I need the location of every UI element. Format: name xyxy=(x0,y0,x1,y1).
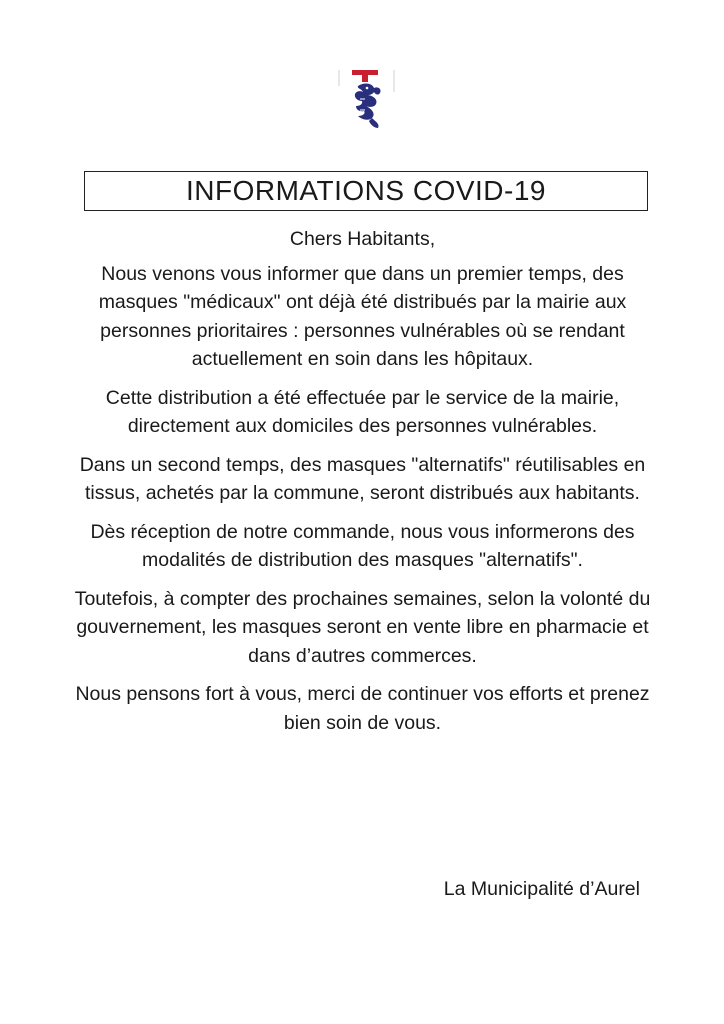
paragraph-distribution-service: Cette distribution a été effectuée par le service de la mairie, directement aux domiciles des personnes vulnérables. xyxy=(105,386,620,437)
signature: La Municipalité d’Aurel xyxy=(443,878,640,900)
title-box xyxy=(84,171,648,211)
letter-body xyxy=(60,225,665,747)
municipal-coat-of-arms-icon xyxy=(336,66,398,132)
paragraph-first-distribution: Nous venons vous informer que dans un premier temps, des masques "médicaux" ont déjà été distribués par la mairie aux personnes prioritaires : personnes vulnérables où se rendant actuellement en soin dans les hôpitaux. xyxy=(98,262,627,370)
paragraph-order-reception: Dès réception de notre commande, nous vous informerons des modalités de distribution des masques "alternatifs". xyxy=(90,520,635,571)
paragraph-closing: Nous pensons fort à vous, merci de continuer vos efforts et prenez bien soin de vous. xyxy=(75,683,650,734)
greeting: Chers Habitants, xyxy=(289,228,436,250)
paragraph-pharmacy-sales: Toutefois, à compter des prochaines semaines, selon la volonté du gouvernement, les masques seront en vente libre en pharmacie et dans d’autres commerces. xyxy=(74,587,651,667)
page-title: INFORMATIONS COVID-19 xyxy=(185,175,546,206)
paragraph-alternative-masks: Dans un second temps, des masques "alternatifs" réutilisables en tissus, achetés par la commune, seront distribués aux habitants. xyxy=(79,453,646,504)
